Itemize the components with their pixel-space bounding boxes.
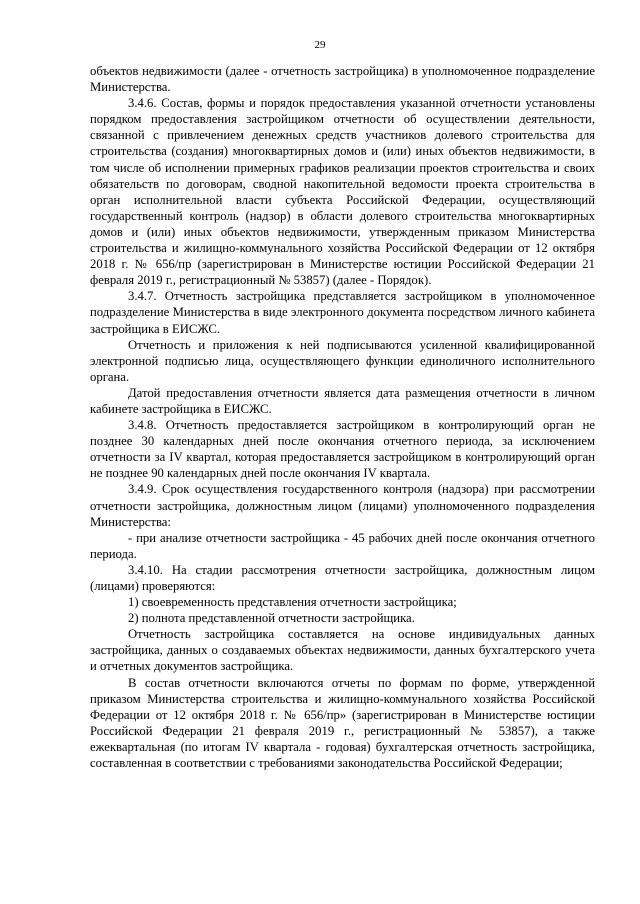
paragraph-submission-date: Датой предоставления отчетности является дата размещения отчетности в личном кабинете застройщика в ЕИСЖС. <box>90 385 595 416</box>
paragraph-signature: Отчетность и приложения к ней подписываются усиленной квалифицированной электронной подписью лица, осуществляющего функции единоличного исполнительного органа. <box>90 337 595 384</box>
paragraph-3-4-9: 3.4.9. Срок осуществления государственного контроля (надзора) при рассмотрении отчетности застройщика, должностным лицом (лицами) уполномоченного подразделения Министерства: <box>90 482 595 529</box>
paragraph-report-composition: В состав отчетности включаются отчеты по формам по форме, утвержденной приказом Министерства строительства и жилищно-коммунального хозяйства Российской Федерации от 12 октября 2018 г. № 656/пр» (зарегистрирован в Министерстве юстиции Российской Федерации 21 февраля 2019 г., регистрационный № 53857), а также ежеквартальная (по итогам IV квартала - годовая) бухгалтерская отчетность застройщика, составленная в соответствии с требованиями законодательства Российской Федерации; <box>90 675 595 771</box>
page-number: 29 <box>314 39 326 51</box>
paragraph-3-4-7: 3.4.7. Отчетность застройщика представляется застройщиком в уполномоченное подразделение Министерства в виде электронного документа посредством личного кабинета застройщика в ЕИСЖС. <box>90 289 595 336</box>
paragraph-report-basis: Отчетность застройщика составляется на основе индивидуальных данных застройщика, данных о создаваемых объектах недвижимости, данных бухгалтерского учета и отчетных документов застройщика. <box>90 627 595 674</box>
paragraph-3-4-8: 3.4.8. Отчетность предоставляется застройщиком в контролирующий орган не позднее 30 календарных дней после окончания отчетного периода, за исключением отчетности за IV квартал, которая предоставляется застройщиком в контролирующий орган не позднее 90 календарных дней после окончания IV квартала. <box>90 418 595 481</box>
paragraph-analysis-term: - при анализе отчетности застройщика - 45 рабочих дней после окончания отчетного периода. <box>90 530 595 561</box>
paragraph-continuation: объектов недвижимости (далее - отчетность застройщика) в уполномоченное подразделение Министерства. <box>90 64 595 95</box>
list-item-1: 1) своевременность представления отчетности застройщика; <box>128 595 457 610</box>
paragraph-3-4-6: 3.4.6. Состав, формы и порядок предоставления указанной отчетности установлены порядком предоставления застройщиком отчетности об осуществлении деятельности, связанной с привлечением денежных средств участников долевого строительства для строительства (создания) многоквартирных домов и (или) иных объектов недвижимости, в том числе об исполнении примерных графиков реализации проектов строительства и своих обязательств по договорам, сводной накопительной ведомости проекта строительства в орган исполнительной власти субъекта Российской Федерации, осуществляющий государственный контроль (надзор) в области долевого строительства многоквартирных домов и (или) иных объектов недвижимости, утвержденным приказом Министерства строительства и жилищно-коммунального хозяйства Российской Федерации от 12 октября 2018 г. № 656/пр (зарегистрирован в Министерстве юстиции Российской Федерации 21 февраля 2019 г., регистрационный № 53857) (далее - Порядок). <box>90 96 595 288</box>
paragraph-3-4-10: 3.4.10. На стадии рассмотрения отчетности застройщика, должностным лицом (лицами) проверяются: <box>90 562 595 593</box>
list-item-2: 2) полнота представленной отчетности застройщика. <box>128 611 415 626</box>
document-body <box>90 63 595 771</box>
